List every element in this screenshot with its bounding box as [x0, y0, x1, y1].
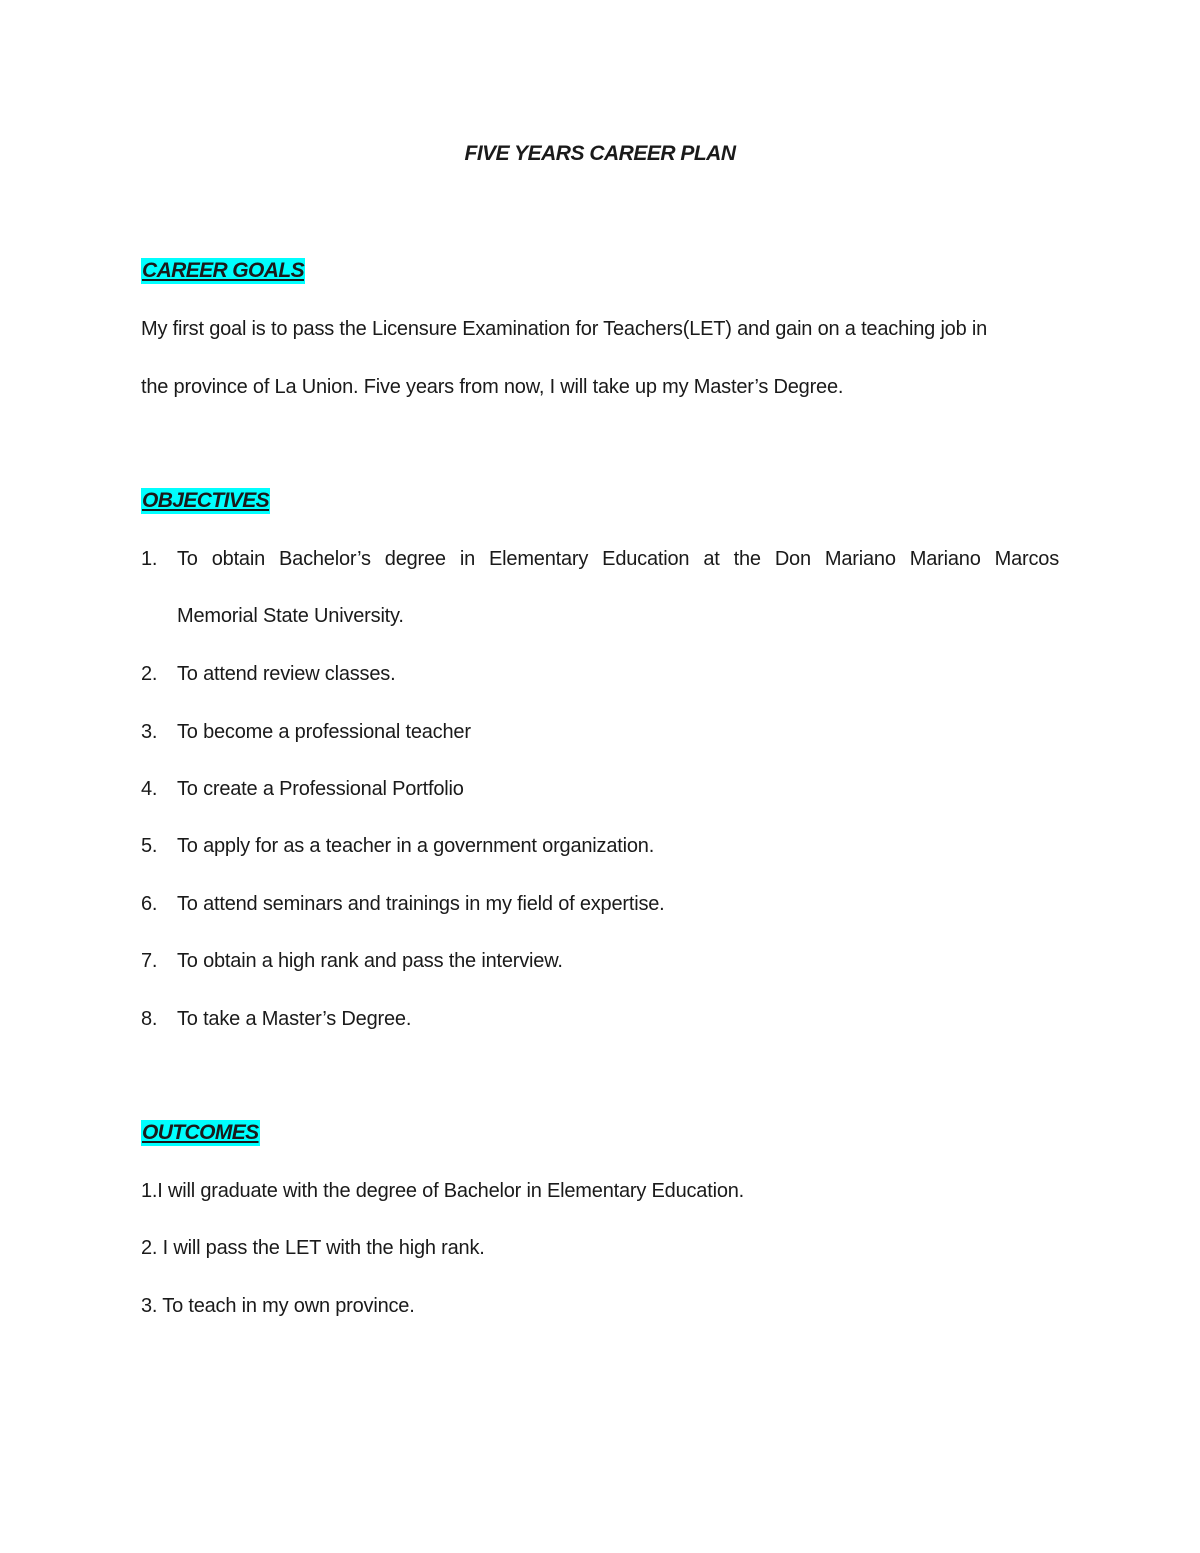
career-goals-text-line-1: My first goal is to pass the Licensure Examination for Teachers(LET) and gain on a teaching job in [141, 318, 988, 340]
objective-number: 5. [141, 835, 158, 857]
objectives-heading [141, 487, 270, 515]
objective-text [177, 545, 1059, 573]
objective-text-line-2: Memorial State University. [177, 605, 404, 627]
outcomes-heading [141, 1119, 260, 1147]
objectives-heading-label: OBJECTIVES [142, 489, 270, 512]
objective-number: 7. [141, 950, 158, 972]
career-goals-heading-label: CAREER GOALS [142, 259, 304, 282]
career-goals-heading [141, 257, 305, 285]
outcome-item-1: 1.I will graduate with the degree of Bachelor in Elementary Education. [141, 1180, 745, 1202]
outcome-item-2: 2. I will pass the LET with the high rank. [141, 1237, 485, 1259]
objective-number: 4. [141, 778, 158, 800]
career-goals-text-line-2: the province of La Union. Five years from now, I will take up my Master’s Degree. [141, 376, 844, 398]
objective-text: To create a Professional Portfolio [177, 778, 464, 800]
objective-number: 2. [141, 663, 158, 685]
objective-text: To become a professional teacher [177, 721, 471, 743]
objective-text-line-1: To obtain Bachelor’s degree in Elementary Education at the Don Mariano Mariano Marcos [177, 548, 1059, 570]
page-title: FIVE YEARS CAREER PLAN [464, 142, 736, 165]
objective-text: To obtain a high rank and pass the interview. [177, 950, 563, 972]
objective-number: 6. [141, 893, 158, 915]
outcomes-heading-label: OUTCOMES [142, 1121, 259, 1144]
objective-text: To take a Master’s Degree. [177, 1008, 412, 1030]
objective-number: 3. [141, 721, 158, 743]
objective-number: 1. [141, 548, 158, 570]
objective-text: To attend review classes. [177, 663, 396, 685]
objective-text: To attend seminars and trainings in my field of expertise. [177, 893, 665, 915]
outcome-item-3: 3. To teach in my own province. [141, 1295, 415, 1317]
objective-text: To apply for as a teacher in a government organization. [177, 835, 655, 857]
objective-number: 8. [141, 1008, 158, 1030]
